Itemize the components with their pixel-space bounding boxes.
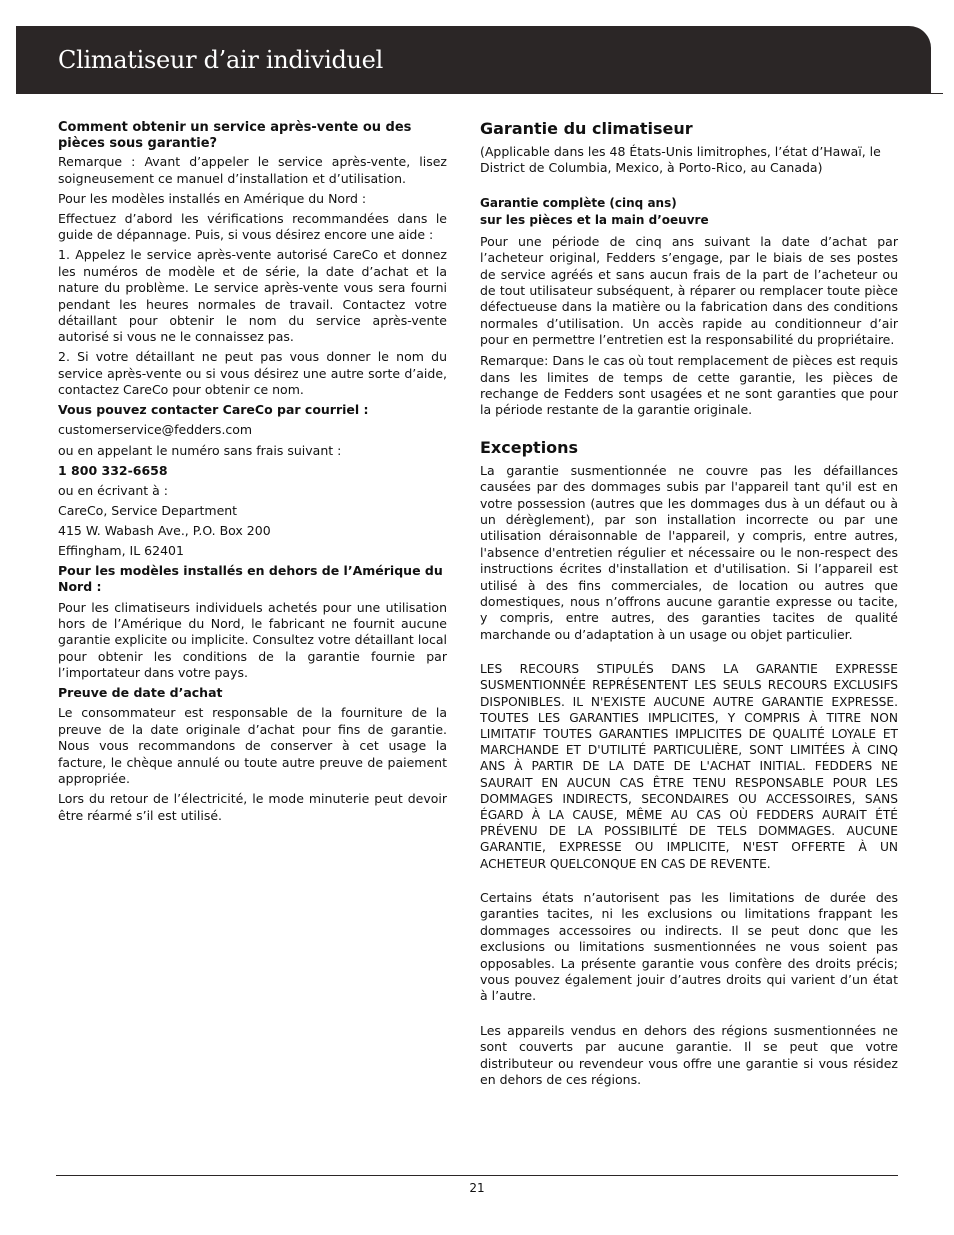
- service-question-heading: Comment obtenir un service après-vente ou des pièces sous garantie?: [58, 120, 412, 151]
- full-warranty-heading: [480, 195, 898, 229]
- north-america-models-label: Pour les modèles installés en Amérique du Nord :: [58, 190, 367, 206]
- first-steps-text: Effectuez d’abord les vérifications recommandées dans le guide de dépannage. Puis, si vous désirez encore une aide :: [58, 210, 447, 243]
- exclusive-remedies-text: LES RECOURS STIPULÉS DANS LA GARANTIE EXPRESSE SUSMENTIONNÉE REPRÉSENTENT LES SEULS RECOURS EXCLUSIFS DISPONIBLES. IL N'EXISTE AUCUNE AUTRE GARANTIE EXPRESSE. TOUTES LES GARANTIES IMPLICITES, Y COMPRIS À TITRE NON LIMITATIF TOUTES GARANTIES IMPLICITES DE QUALITÉ LOYALE ET MARCHANDE ET D'UTILITÉ PARTICULIÈRE, SONT LIMITÉES À CINQ ANS À PARTIR DE LA DATE DE L'ACHAT INITIAL. FEDDERS NE SAURAIT EN AUCUN CAS ÊTRE TENU RESPONSABLE POUR LES DOMMAGES INDIRECTS, SECONDAIRES OU ACCESSOIRES, SANS ÉGARD À LA CAUSE, MÊME AU CAS OÙ FEDDERS AURAIT ÉTÉ PRÉVENU DE LA POSSIBILITÉ DE TELS DOMMAGES. AUCUNE GARANTIE, EXPRESSE OU IMPLICITE, N'EST OFFERTE À UN ACHETEUR QUELCONQUE EN CAS DE REVENTE.: [480, 662, 898, 871]
- email-contact-heading: Vous pouvez contacter CareCo par courriel :: [58, 402, 369, 418]
- warranty-applicability: (Applicable dans les 48 États-Unis limitrophes, l’état d’Hawaï, le District de Columbia, Mexico, à Porto-Rico, au Canada): [480, 144, 881, 176]
- phone-number: 1 800 332-6658: [58, 462, 168, 478]
- outside-north-america-text: Pour les climatiseurs individuels achetés pour une utilisation hors de l’Amérique du Nord, le fabricant ne fournit aucune garantie explicite ou implicite. Consultez votre détaillant local pour obtenir les conditions de la garantie fournie par l’importateur dans votre pays.: [58, 599, 447, 681]
- proof-of-purchase-heading: Preuve de date d’achat: [58, 685, 223, 701]
- warranty-note: Remarque: Dans le cas où tout remplacement de pièces est requis dans les limites de temps de cette garantie, les pièces de rechange de Fedders sont usagées et ne sont garanties que pour la période restante de la garantie originale.: [480, 353, 898, 418]
- outside-north-america-heading: Pour les modèles installés en dehors de l’Amérique du Nord :: [58, 563, 443, 595]
- header-divider: [16, 93, 943, 94]
- step-one-text: 1. Appelez le service après-vente autorisé CareCo et donnez les numéros de modèle et de série, la date d’achat et la nature du problème. Le service après-vente vous sera fourni pendant les heures normales de travail. Contactez votre détaillant pour obtenir le nom du service après-vente autorisé si vous ne le connaissez pas.: [58, 247, 447, 345]
- page-number: 21: [469, 1181, 485, 1195]
- phone-intro: ou en appelant le numéro sans frais suivant :: [58, 442, 342, 458]
- outside-regions-text: Les appareils vendus en dehors des régions susmentionnées ne sont couverts par aucune garantie. Il se peut que votre distributeur ou revendeur vous offre une garantie si vous résidez en dehors de ces régions.: [480, 1022, 898, 1087]
- write-intro: ou en écrivant à :: [58, 482, 169, 498]
- address-line-3: Effingham, IL 62401: [58, 542, 184, 558]
- state-limitations-text: Certains états n’autorisent pas les limitations de durée des garanties tacites, ni les exclusions ou limitations frappant les dommages accessoires ou indirects. Il se peut donc que les exclusions ou limitations susmentionnées ne vous soient pas opposables. La présente garantie vous confère des droits précis; vous pouvez également jouir d’autres droits qui varient d’un état à l’autre.: [480, 889, 898, 1004]
- full-warranty-line-2: sur les pièces et la main d’oeuvre: [480, 212, 709, 227]
- power-return-text: Lors du retour de l’électricité, le mode minuterie peut devoir être réarmé s’il est utilisé.: [58, 791, 447, 823]
- address-line-1: CareCo, Service Department: [58, 502, 238, 518]
- warranty-text: Pour une période de cinq ans suivant la date d’achat par l’acheteur original, Fedders s’engage, par le biais de ses postes de service agréés et sans aucun frais de la part de l’acheteur ou de tout utilisateur subséquent, à réparer ou remplacer toute pièce défectueuse dans la matière ou la fabrication dans des conditions normales d’utilisation. Un accès rapide au conditionneur d’air pour en permettre l’entretien est la responsabilité du propriétaire.: [480, 233, 898, 348]
- right-column: [480, 118, 898, 1093]
- footer-divider: [56, 1175, 898, 1176]
- address-line-2: 415 W. Wabash Ave., P.O. Box 200: [58, 522, 271, 538]
- service-note: Remarque : Avant d’appeler le service après-vente, lisez soigneusement ce manuel d’installation et d’utilisation.: [58, 154, 447, 186]
- full-warranty-line-1: Garantie complète (cinq ans): [480, 195, 677, 210]
- exceptions-text: La garantie susmentionnée ne couvre pas les défaillances causées par des dommages subis par l'appareil tant qu'il est en votre possession (autres que les dommages dus à un défaut ou à un dérèglement), par son installation incorrecte ou par une utilisation déraisonnable de l'appareil, y compris, entre autres, l'absence d'entretien régulier et nécessaire ou le non-respect des instructions écrites d'installation et d'utilisation. Si l’appareil est utilisé à des fins commerciales, de location ou autres que domestiques, nous n’offrons aucune garantie expresse ou tacite, y compris, entre autres, des garanties tacites de qualité marchande ou d’adaptation à un usage ou objet particulier.: [480, 462, 898, 642]
- email-address: customerservice@fedders.com: [58, 422, 253, 438]
- left-column: [58, 120, 447, 828]
- page-title: Climatiseur d’air individuel: [58, 46, 383, 74]
- warranty-title: Garantie du climatiseur: [480, 119, 693, 138]
- header-bar: [16, 26, 931, 93]
- exceptions-title: Exceptions: [480, 437, 579, 457]
- proof-of-purchase-text: Le consommateur est responsable de la fourniture de la preuve de la date originale d’achat pour fins de garantie. Nous vous recommandons de conserver à cet usage la facture, le chèque annulé ou toute autre preuve de paiement appropriée.: [58, 705, 447, 786]
- step-two-text: 2. Si votre détaillant ne peut pas vous donner le nom du service après-vente ou si vous désirez une autre sorte d’aide, contactez CareCo pour obtenir ce nom.: [58, 349, 447, 398]
